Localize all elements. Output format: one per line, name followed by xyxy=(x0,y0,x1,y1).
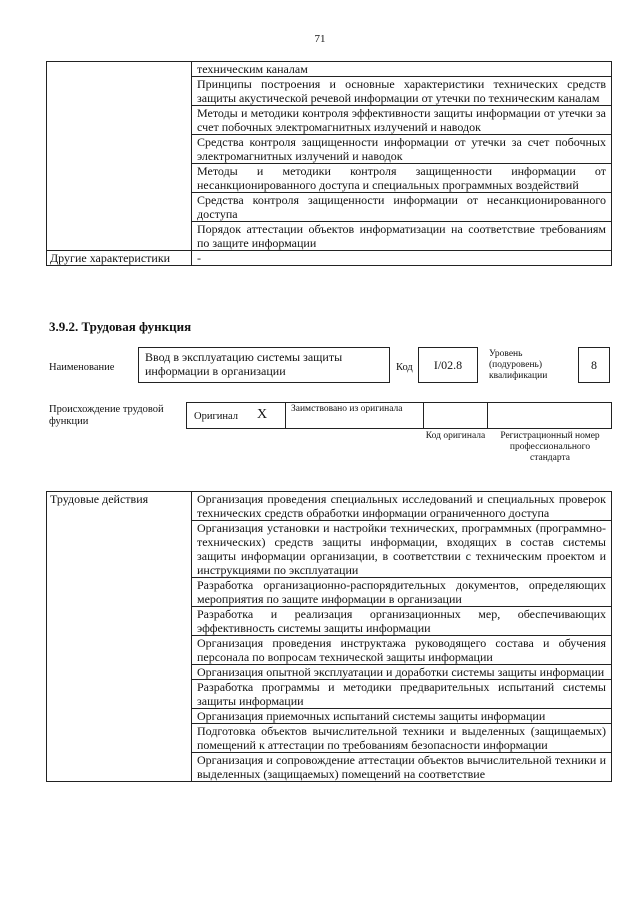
code-value: I/02.8 xyxy=(433,358,463,372)
code-original-box xyxy=(423,402,488,429)
section-heading: 3.9.2. Трудовая функция xyxy=(49,319,192,334)
table-row xyxy=(47,62,612,77)
code-box xyxy=(418,347,478,383)
reg-number-box xyxy=(487,402,612,429)
labor-actions-table xyxy=(46,491,612,782)
table-cell: Организация установки и настройки технических, программных (программно-технических) средств защиты информации, входящих в состав системы защиты информации организации, в соответствии с техническим проектом и инструкциями по эксплуатации xyxy=(192,521,612,578)
original-label: Оригинал xyxy=(194,411,238,422)
borrowed-label: Заимствовано из оригинала xyxy=(291,404,403,414)
table-cell: Разработка организационно-распорядительных документов, определяющих мероприятия по защите информации в организации xyxy=(192,578,612,607)
code-original-label: Код оригинала xyxy=(425,431,486,441)
table-cell: Организация проведения специальных исследований и специальных проверок технических средств обработки информации ограниченного доступа xyxy=(192,492,612,521)
borrowed-box xyxy=(285,402,424,429)
knowledge-table-continued xyxy=(46,61,612,266)
origin-label: Происхождение трудовой функции xyxy=(49,404,164,427)
table-cell: Средства контроля защищенности информации от несанкционированного доступа xyxy=(192,193,612,222)
other-characteristics-value: - xyxy=(192,251,612,266)
table-cell: Методы и методики контроля защищенности информации от несанкционированного доступа и специальных программных воздействий xyxy=(192,164,612,193)
table-cell: Организация опытной эксплуатации и доработки системы защиты информации xyxy=(192,665,612,680)
table-row xyxy=(47,251,612,266)
original-box xyxy=(186,402,286,429)
name-label: Наименование xyxy=(49,362,115,373)
labor-actions-label: Трудовые действия xyxy=(47,492,192,782)
other-characteristics-label: Другие характеристики xyxy=(47,251,192,266)
level-label: Уровень (подуровень) квалификации xyxy=(489,349,548,381)
table-cell: Принципы построения и основные характеристики технических средств защиты акустической речевой информации от утечки по техническим каналам xyxy=(192,77,612,106)
empty-label-cell xyxy=(47,62,192,251)
page-number: 71 xyxy=(314,33,326,45)
table-cell: Средства контроля защищенности информации от утечки за счет побочных электромагнитных излучений и наводок xyxy=(192,135,612,164)
code-label: Код xyxy=(396,362,413,373)
level-value: 8 xyxy=(591,358,597,372)
table-cell: Методы и методики контроля эффективности защиты информации от утечки за счет побочных электромагнитных излучений и наводок xyxy=(192,106,612,135)
level-box xyxy=(578,347,610,383)
table-cell: техническим каналам xyxy=(192,62,612,77)
table-cell: Разработка программы и методики предварительных испытаний системы защиты информации xyxy=(192,680,612,709)
table-cell: Организация проведения инструктажа руководящего состава и обучения персонала по вопросам технической защиты информации xyxy=(192,636,612,665)
table-cell: Порядок аттестации объектов информатизации на соответствие требованиям по защите информации xyxy=(192,222,612,251)
function-name-value: Ввод в эксплуатацию системы защиты информации в организации xyxy=(145,350,343,378)
table-cell: Организация приемочных испытаний системы защиты информации xyxy=(192,709,612,724)
table-cell: Подготовка объектов вычислительной техники и выделенных (защищаемых) помещений к аттестации по требованиям безопасности информации xyxy=(192,724,612,753)
reg-number-label: Регистрационный номер профессионального стандарта xyxy=(500,431,600,463)
original-mark: X xyxy=(257,407,268,422)
table-cell: Разработка и реализация организационных мер, обеспечивающих эффективность системы защиты информации xyxy=(192,607,612,636)
function-name-box xyxy=(138,347,390,383)
table-row xyxy=(47,492,612,521)
table-cell: Организация и сопровождение аттестации объектов вычислительной техники и выделенных (защищаемых) помещений на соответствие xyxy=(192,753,612,782)
